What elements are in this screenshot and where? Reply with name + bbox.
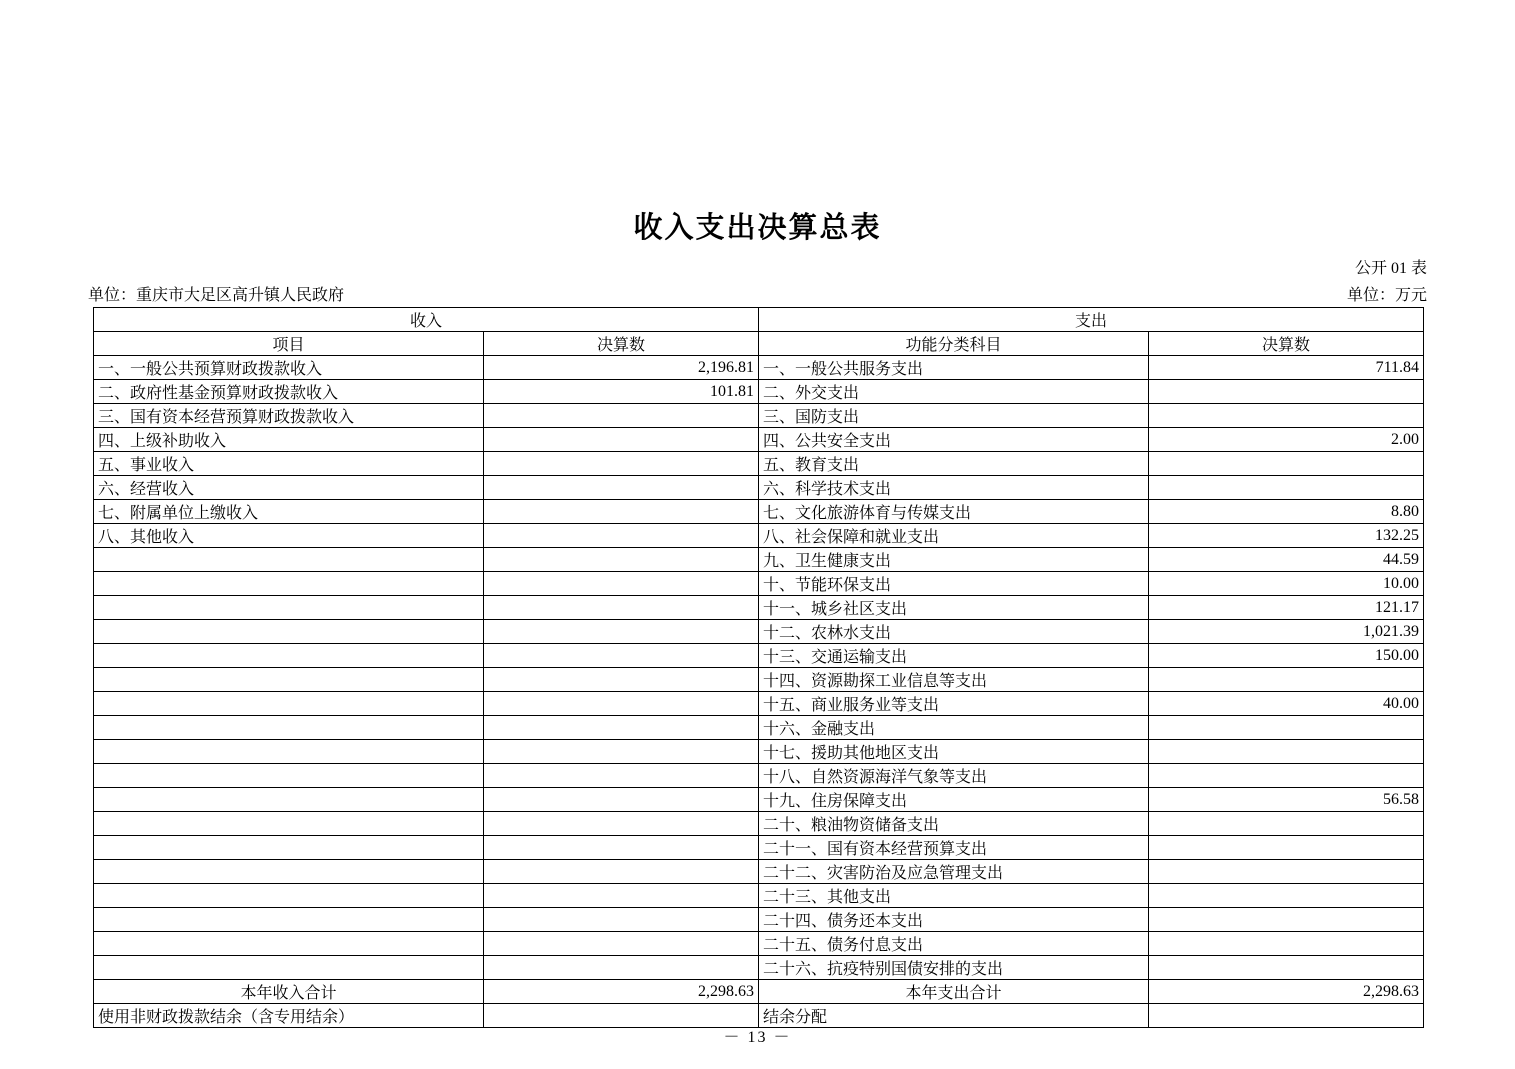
table-row bbox=[94, 836, 1424, 860]
expense-item-label: 三、国防支出 bbox=[759, 404, 1149, 428]
income-item-value bbox=[484, 716, 759, 740]
income-item-value bbox=[484, 548, 759, 572]
income-item-value bbox=[484, 428, 759, 452]
expense-item-label: 十九、住房保障支出 bbox=[759, 788, 1149, 812]
expense-item-value bbox=[1149, 668, 1424, 692]
expense-item-value bbox=[1149, 764, 1424, 788]
expense-total-label: 本年支出合计 bbox=[759, 980, 1149, 1004]
income-item-label: 二、政府性基金预算财政拨款收入 bbox=[94, 380, 484, 404]
expense-item-value bbox=[1149, 716, 1424, 740]
income-item-label: 六、经营收入 bbox=[94, 476, 484, 500]
income-item-label bbox=[94, 620, 484, 644]
income-item-value bbox=[484, 812, 759, 836]
income-item-value bbox=[484, 452, 759, 476]
income-item-label bbox=[94, 908, 484, 932]
income-total-value: 2,298.63 bbox=[484, 980, 759, 1004]
income-item-label bbox=[94, 572, 484, 596]
income-item-label bbox=[94, 644, 484, 668]
table-row bbox=[94, 404, 1424, 428]
expense-item-label: 二十三、其他支出 bbox=[759, 884, 1149, 908]
expense-item-label: 二十四、债务还本支出 bbox=[759, 908, 1149, 932]
table-row bbox=[94, 452, 1424, 476]
income-item-label bbox=[94, 596, 484, 620]
group-header-income: 收入 bbox=[94, 308, 759, 332]
income-item-label: 八、其他收入 bbox=[94, 524, 484, 548]
expense-item-label: 六、科学技术支出 bbox=[759, 476, 1149, 500]
expense-item-value: 150.00 bbox=[1149, 644, 1424, 668]
form-number: 公开 01 表 bbox=[1354, 260, 1427, 277]
expense-item-label: 二十一、国有资本经营预算支出 bbox=[759, 836, 1149, 860]
income-item-value bbox=[484, 524, 759, 548]
income-item-label bbox=[94, 740, 484, 764]
income-item-label bbox=[94, 716, 484, 740]
table-row bbox=[94, 476, 1424, 500]
expense-item-label: 二十五、债务付息支出 bbox=[759, 932, 1149, 956]
income-item-value bbox=[484, 620, 759, 644]
table-column-header-row bbox=[94, 332, 1424, 356]
expense-item-value bbox=[1149, 380, 1424, 404]
expense-item-value bbox=[1149, 452, 1424, 476]
expense-item-value: 121.17 bbox=[1149, 596, 1424, 620]
income-item-label bbox=[94, 884, 484, 908]
table-group-header-row bbox=[94, 308, 1424, 332]
table-row bbox=[94, 620, 1424, 644]
income-item-label: 四、上级补助收入 bbox=[94, 428, 484, 452]
table-row bbox=[94, 524, 1424, 548]
column-header-income-amount: 决算数 bbox=[484, 332, 759, 356]
amount-unit-label: 单位：万元 bbox=[1346, 287, 1427, 304]
expense-item-value: 8.80 bbox=[1149, 500, 1424, 524]
expense-item-label: 七、文化旅游体育与传媒支出 bbox=[759, 500, 1149, 524]
expense-item-value: 1,021.39 bbox=[1149, 620, 1424, 644]
page-number: － 13 － bbox=[723, 1029, 792, 1046]
income-item-value bbox=[484, 932, 759, 956]
income-item-label bbox=[94, 932, 484, 956]
expense-item-label: 十一、城乡社区支出 bbox=[759, 596, 1149, 620]
table-row bbox=[94, 380, 1424, 404]
income-item-label: 三、国有资本经营预算财政拨款收入 bbox=[94, 404, 484, 428]
group-header-expense: 支出 bbox=[759, 308, 1424, 332]
unit-label: 单位：重庆市大足区高升镇人民政府 bbox=[88, 287, 345, 304]
income-item-value bbox=[484, 788, 759, 812]
expense-item-label: 八、社会保障和就业支出 bbox=[759, 524, 1149, 548]
table-row bbox=[94, 884, 1424, 908]
table-row bbox=[94, 956, 1424, 980]
expense-item-value bbox=[1149, 476, 1424, 500]
income-item-label bbox=[94, 764, 484, 788]
expense-item-value bbox=[1149, 404, 1424, 428]
table-row bbox=[94, 548, 1424, 572]
table-row bbox=[94, 740, 1424, 764]
expense-item-value bbox=[1149, 956, 1424, 980]
table-row bbox=[94, 764, 1424, 788]
income-item-value bbox=[484, 668, 759, 692]
expense-item-value bbox=[1149, 740, 1424, 764]
income-item-label bbox=[94, 692, 484, 716]
table-row bbox=[94, 428, 1424, 452]
income-item-value bbox=[484, 572, 759, 596]
table-row bbox=[94, 860, 1424, 884]
income-item-label bbox=[94, 548, 484, 572]
income-item-value bbox=[484, 644, 759, 668]
income-item-value bbox=[484, 404, 759, 428]
expense-item-value: 2.00 bbox=[1149, 428, 1424, 452]
expense-item-value: 132.25 bbox=[1149, 524, 1424, 548]
expense-total-value: 2,298.63 bbox=[1149, 980, 1424, 1004]
income-item-label: 七、附属单位上缴收入 bbox=[94, 500, 484, 524]
expense-item-value: 44.59 bbox=[1149, 548, 1424, 572]
income-item-value bbox=[484, 692, 759, 716]
expense-item-value: 56.58 bbox=[1149, 788, 1424, 812]
expense-item-label: 十六、金融支出 bbox=[759, 716, 1149, 740]
table-row bbox=[94, 596, 1424, 620]
expense-item-value bbox=[1149, 836, 1424, 860]
table-row bbox=[94, 692, 1424, 716]
expense-item-label: 二、外交支出 bbox=[759, 380, 1149, 404]
expense-item-label: 十、节能环保支出 bbox=[759, 572, 1149, 596]
table-row bbox=[94, 668, 1424, 692]
column-header-expense-item: 功能分类科目 bbox=[759, 332, 1149, 356]
expense-item-label: 九、卫生健康支出 bbox=[759, 548, 1149, 572]
income-item-value bbox=[484, 764, 759, 788]
income-item-value bbox=[484, 740, 759, 764]
expense-item-value: 711.84 bbox=[1149, 356, 1424, 380]
table-row bbox=[94, 500, 1424, 524]
expense-item-label: 二十、粮油物资储备支出 bbox=[759, 812, 1149, 836]
expense-item-label: 四、公共安全支出 bbox=[759, 428, 1149, 452]
column-header-expense-amount: 决算数 bbox=[1149, 332, 1424, 356]
expense-item-label: 十五、商业服务业等支出 bbox=[759, 692, 1149, 716]
income-item-value bbox=[484, 884, 759, 908]
income-item-label bbox=[94, 668, 484, 692]
budget-table bbox=[93, 307, 1424, 1028]
expense-item-value bbox=[1149, 812, 1424, 836]
expense-item-label: 一、一般公共服务支出 bbox=[759, 356, 1149, 380]
column-header-income-item: 项目 bbox=[94, 332, 484, 356]
expense-item-value bbox=[1149, 860, 1424, 884]
income-item-value bbox=[484, 908, 759, 932]
expense-item-label: 十七、援助其他地区支出 bbox=[759, 740, 1149, 764]
expense-item-value: 40.00 bbox=[1149, 692, 1424, 716]
table-body bbox=[94, 356, 1424, 1028]
income-item-label bbox=[94, 836, 484, 860]
income-item-value: 2,196.81 bbox=[484, 356, 759, 380]
income-final-label: 使用非财政拨款结余（含专用结余） bbox=[94, 1004, 484, 1028]
income-item-value bbox=[484, 860, 759, 884]
table-row bbox=[94, 932, 1424, 956]
expense-final-label: 结余分配 bbox=[759, 1004, 1149, 1028]
income-item-label: 五、事业收入 bbox=[94, 452, 484, 476]
expense-item-label: 十二、农林水支出 bbox=[759, 620, 1149, 644]
expense-item-value bbox=[1149, 932, 1424, 956]
income-item-label bbox=[94, 812, 484, 836]
expense-item-value bbox=[1149, 908, 1424, 932]
table-row bbox=[94, 716, 1424, 740]
table-row bbox=[94, 644, 1424, 668]
expense-item-label: 五、教育支出 bbox=[759, 452, 1149, 476]
expense-item-value: 10.00 bbox=[1149, 572, 1424, 596]
income-item-value bbox=[484, 476, 759, 500]
expense-item-label: 十八、自然资源海洋气象等支出 bbox=[759, 764, 1149, 788]
table-row bbox=[94, 356, 1424, 380]
page-title: 收入支出决算总表 bbox=[633, 212, 882, 244]
income-item-value bbox=[484, 956, 759, 980]
table-row bbox=[94, 812, 1424, 836]
table-row bbox=[94, 788, 1424, 812]
income-item-value bbox=[484, 836, 759, 860]
table-row bbox=[94, 908, 1424, 932]
expense-item-value bbox=[1149, 884, 1424, 908]
expense-item-label: 二十六、抗疫特别国债安排的支出 bbox=[759, 956, 1149, 980]
income-item-label bbox=[94, 860, 484, 884]
income-total-label: 本年收入合计 bbox=[94, 980, 484, 1004]
income-item-label bbox=[94, 956, 484, 980]
meta-row bbox=[0, 282, 1515, 305]
expense-item-label: 十四、资源勘探工业信息等支出 bbox=[759, 668, 1149, 692]
income-item-value: 101.81 bbox=[484, 380, 759, 404]
income-item-value bbox=[484, 596, 759, 620]
table-total-row bbox=[94, 980, 1424, 1004]
income-item-label: 一、一般公共预算财政拨款收入 bbox=[94, 356, 484, 380]
income-item-value bbox=[484, 500, 759, 524]
table-row bbox=[94, 572, 1424, 596]
expense-item-label: 二十二、灾害防治及应急管理支出 bbox=[759, 860, 1149, 884]
expense-item-label: 十三、交通运输支出 bbox=[759, 644, 1149, 668]
income-item-label bbox=[94, 788, 484, 812]
